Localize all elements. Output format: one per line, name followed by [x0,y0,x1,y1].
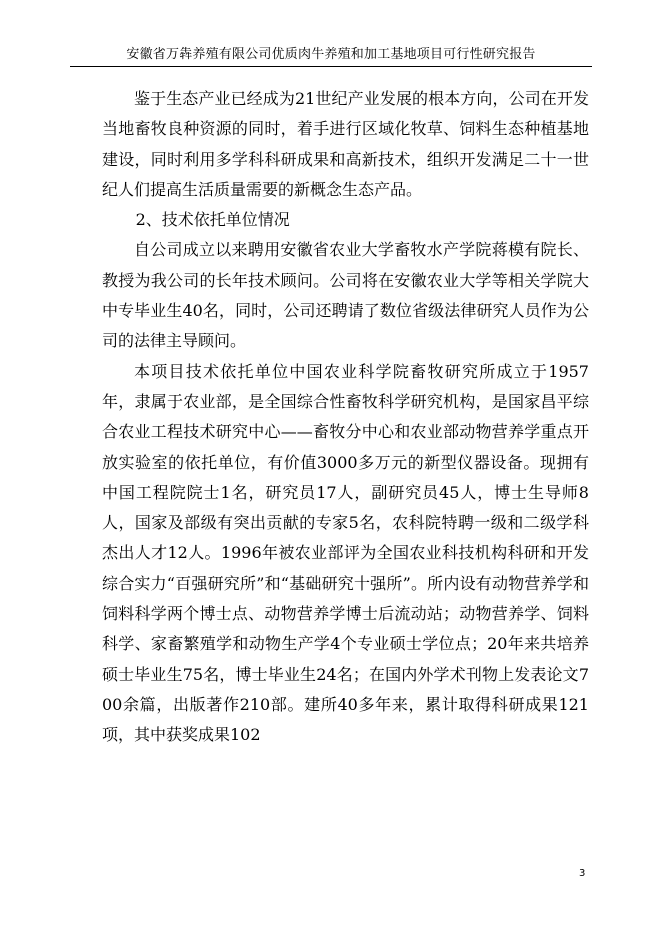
page-number: 3 [579,868,586,879]
paragraph-company-advisors: 自公司成立以来聘用安徽省农业大学畜牧水产学院蒋模有院长、教授为我公司的长年技术顾问。公司将在安徽农业大学等相关学院大中专毕业生40名，同时，公司还聘请了数位省级法律研究人员作为公司的法律主导顾问。 [102,240,589,351]
paragraph-institute-profile: 本项目技术依托单位中国农业科学院畜牧研究所成立于1957年，隶属于农业部，是全国综合性畜牧科学研究机构，是国家昌平综合农业工程技术研究中心——畜牧分中心和农业部动物营养学重点开放实验室的依托单位，有价值3000多万元的新型仪器设备。现拥有中国工程院院士1名，研究员17人，副研究员45人，博士生导师8人，国家及部级有突出贡献的专家5名，农科院特聘一级和二级学科杰出人才12人。1996年被农业部评为全国农业科技机构科研和开发综合实力“百强研究所”和“基础研究十强所”。所内设有动物营养学和饲料科学两个博士点、动物营养学博士后流动站；动物营养学、饲料科学、家畜繁殖学和动物生产学4个专业硕士学位点；20年来共培养硕士毕业生75名，博士毕业生24名；在国内外学术刊物上发表论文700余篇，出版著作210部。建所40多年来，累计取得科研成果121项，其中获奖成果102 [102,361,589,745]
paragraph-eco-industry: 鉴于生态产业已经成为21世纪产业发展的根本方向，公司在开发当地畜牧良种资源的同时，着手进行区域化牧草、饲料生态种植基地建设，同时利用多学科科研成果和高新技术，组织开发满足二十一世纪人们提高生活质量需要的新概念生态产品。 [102,89,589,199]
page-header-title: 安徽省万犇养殖有限公司优质肉牛养殖和加工基地项目可行性研究报告 [126,47,536,62]
body-text [102,84,589,751]
header-divider [70,66,592,67]
section-heading-technical-support: 2、技术依托单位情况 [135,210,290,230]
